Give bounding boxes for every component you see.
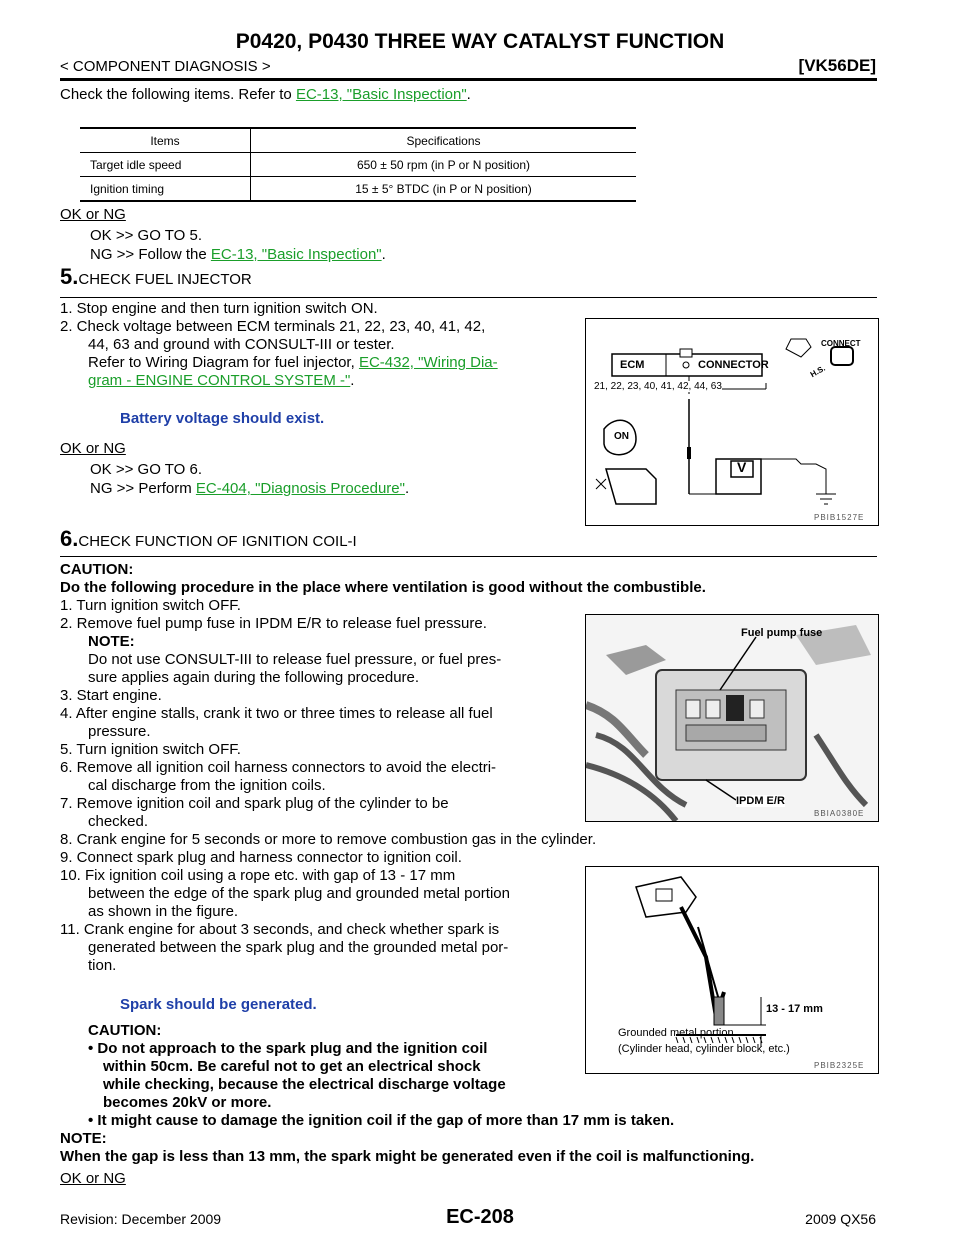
ng-result: NG >> Follow the EC-13, "Basic Inspection".	[90, 246, 386, 263]
basic-inspection-link[interactable]: EC-13, "Basic Inspection"	[295, 86, 467, 103]
step6-line: generated between the spark plug and the grounded metal por-	[88, 939, 509, 956]
step6-line: checked.	[88, 813, 149, 830]
basic-inspection-link[interactable]: EC-13, "Basic Inspection"	[210, 246, 382, 263]
step6-line: tion.	[88, 957, 117, 974]
revision-date: Revision: December 2009	[60, 1211, 222, 1227]
connect-label: CONNECT	[821, 339, 861, 348]
step6-line: 1. Turn ignition switch OFF.	[60, 597, 241, 614]
spec-value: 15 ± 5° BTDC (in P or N position)	[251, 177, 637, 202]
step6-line: 5. Turn ignition switch OFF.	[60, 741, 241, 758]
figure-voltage-check	[585, 318, 879, 526]
spec-spark-generated: Spark should be generated.	[120, 996, 317, 1013]
spec-header-items: Items	[80, 128, 251, 153]
spec-value: 650 ± 50 rpm (in P or N position)	[251, 153, 637, 177]
step6-line: 7. Remove ignition coil and spark plug of the cylinder to be	[60, 795, 449, 812]
ignition-on-label: ON	[614, 431, 629, 442]
ecm-label: ECM	[620, 359, 645, 371]
step6-line: Do not use CONSULT-III to release fuel pressure, or fuel pres-	[88, 651, 502, 668]
fuel-pump-fuse-label: Fuel pump fuse	[741, 627, 823, 639]
step5-line: 44, 63 and ground with CONSULT-III or tester.	[88, 336, 395, 353]
step5-line: Refer to Wiring Diagram for fuel injector, EC-432, "Wiring Dia-	[88, 354, 498, 371]
caution-bullet: • It might cause to damage the ignition coil if the gap of more than 17 mm is taken.	[88, 1112, 675, 1129]
step6-line: 9. Connect spark plug and harness connector to ignition coil.	[60, 849, 462, 866]
step6-line: 8. Crank engine for 5 seconds or more to remove combustion gas in the cylinder.	[60, 831, 597, 848]
spec-item: Target idle speed	[80, 153, 251, 177]
figure-code: PBIB2325E	[814, 1061, 865, 1070]
caution-label: CAUTION:	[60, 561, 134, 578]
caution-label: CAUTION:	[88, 1022, 162, 1039]
step6-line: 2. Remove fuel pump fuse in IPDM E/R to release fuel pressure.	[60, 615, 487, 632]
figure-fuel-pump-fuse	[585, 614, 879, 822]
ipdm-label: IPDM E/R	[736, 795, 785, 807]
ok-ng-label: OK or NG	[60, 1170, 126, 1187]
voltage-check-diagram	[586, 319, 878, 525]
note-text: When the gap is less than 13 mm, the spark might be generated even if the coil is malfunctioning.	[60, 1148, 755, 1165]
diagnosis-procedure-link[interactable]: EC-404, "Diagnosis Procedure"	[195, 480, 405, 497]
figure-code: PBIB1527E	[814, 513, 865, 522]
step6-line: 6. Remove all ignition coil harness connectors to avoid the electri-	[60, 759, 497, 776]
step6-line: 11. Crank engine for about 3 seconds, and check whether spark is	[60, 921, 500, 938]
step6-line: cal discharge from the ignition coils.	[88, 777, 326, 794]
step6-heading: 6.CHECK FUNCTION OF IGNITION COIL-I	[60, 526, 357, 551]
step6-line: 10. Fix ignition coil using a rope etc. with gap of 13 - 17 mm	[60, 867, 456, 884]
step6-line: 3. Start engine.	[60, 687, 162, 704]
ok-ng-label: OK or NG	[60, 206, 126, 223]
page-number: EC-208	[446, 1206, 514, 1228]
caution-bullet: becomes 20kV or more.	[103, 1094, 272, 1111]
caution-bullet: while checking, because the electrical discharge voltage	[103, 1076, 506, 1093]
step6-line: 4. After engine stalls, crank it two or three times to release all fuel	[60, 705, 493, 722]
voltmeter-icon: V	[737, 459, 747, 475]
ng-result: NG >> Perform EC-404, "Diagnosis Procedure".	[90, 480, 410, 497]
ipdm-engine-bay-photo	[586, 615, 878, 821]
section-label: < COMPONENT DIAGNOSIS >	[60, 58, 271, 75]
step5-line: gram - ENGINE CONTROL SYSTEM -".	[88, 372, 355, 389]
hs-label: H.S.	[808, 363, 827, 380]
spec-item: Ignition timing	[80, 177, 251, 202]
caution-bullet: • Do not approach to the spark plug and the ignition coil	[88, 1040, 488, 1057]
wiring-diagram-link[interactable]: EC-432, "Wiring Dia-	[358, 354, 498, 371]
engine-model: [VK56DE]	[798, 56, 876, 75]
step6-rule	[60, 556, 877, 557]
caution-bullet: within 50cm. Be careful not to get an electrical shock	[103, 1058, 481, 1075]
ground-label: Grounded metal portion	[618, 1027, 734, 1039]
header-rule	[60, 78, 877, 81]
step5-heading: 5.CHECK FUEL INJECTOR	[60, 264, 252, 289]
spec-table	[80, 127, 636, 202]
note-label: NOTE:	[88, 633, 135, 650]
connector-label: CONNECTOR	[698, 359, 769, 371]
ok-ng-label: OK or NG	[60, 440, 126, 457]
step5-rule	[60, 297, 877, 298]
step6-line: between the edge of the spark plug and grounded metal portion	[88, 885, 510, 902]
wiring-diagram-link[interactable]: gram - ENGINE CONTROL SYSTEM -"	[88, 372, 351, 389]
step5-line: 2. Check voltage between ECM terminals 21, 22, 23, 40, 41, 42,	[60, 318, 486, 335]
step6-line: pressure.	[88, 723, 151, 740]
spec-header-specs: Specifications	[251, 128, 637, 153]
ok-result: OK >> GO TO 5.	[90, 227, 202, 244]
spec-battery-voltage: Battery voltage should exist.	[120, 410, 325, 427]
ground-note: (Cylinder head, cylinder block, etc.)	[618, 1043, 790, 1055]
page-title: P0420, P0430 THREE WAY CATALYST FUNCTION	[235, 30, 725, 53]
caution-text: Do the following procedure in the place where ventilation is good without the combustible.	[60, 579, 706, 596]
ok-result: OK >> GO TO 6.	[90, 461, 202, 478]
step5-line: 1. Stop engine and then turn ignition switch ON.	[60, 300, 378, 317]
vehicle-model: 2009 QX56	[805, 1211, 876, 1227]
gap-label: 13 - 17 mm	[766, 1003, 823, 1015]
step6-line: sure applies again during the following procedure.	[88, 669, 420, 686]
terminals-label: 21, 22, 23, 40, 41, 42, 44, 63	[594, 381, 722, 392]
note-label: NOTE:	[60, 1130, 107, 1147]
intro-text: Check the following items. Refer to EC-13, "Basic Inspection".	[60, 86, 471, 103]
figure-spark-gap	[585, 866, 879, 1074]
step6-line: as shown in the figure.	[88, 903, 239, 920]
figure-code: BBIA0380E	[814, 809, 865, 818]
